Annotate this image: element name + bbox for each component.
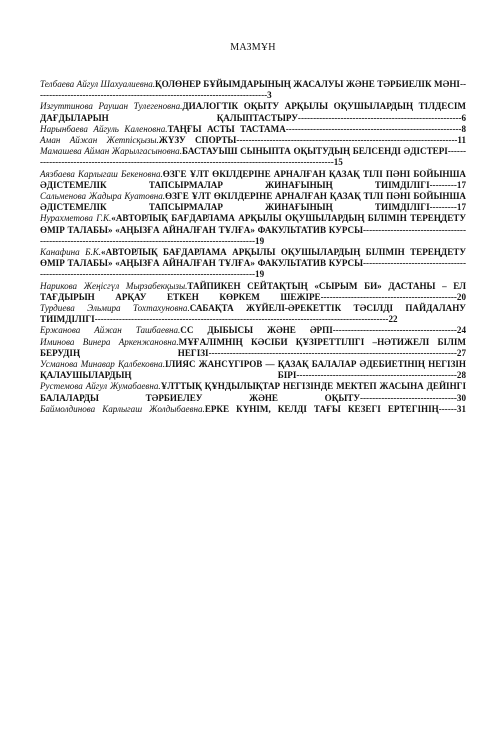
toc-entry-author: Телбаева Айгул Шахуалиевна. xyxy=(40,79,156,89)
toc-entry-author: Сальменова Жадыра Куатовна. xyxy=(40,191,166,202)
toc-entry-page: 15 xyxy=(333,157,343,168)
toc-list xyxy=(40,79,466,415)
toc-entry-leader: --------------------------------------------------------------------------------------------------------- xyxy=(40,258,466,280)
toc-entry-page: 17 xyxy=(456,202,466,213)
toc-entry-author: Аязбаева Карлыгаш Бекеновна. xyxy=(40,168,163,179)
toc-entry-title: ЖҮЗУ СПОРТЫ xyxy=(158,135,237,146)
toc-entry-leader: -------------------------------- xyxy=(360,392,457,403)
toc-entry-leader: --------------------------------------------- xyxy=(320,291,457,302)
toc-entry[interactable] xyxy=(40,281,466,303)
toc-entry-title: САБАҚТА ЖҮЙЕЛІ-ӘРЕКЕТТІК ТӘСІЛДІ ПАЙДАЛАНУ ТИІМДІЛІГІ xyxy=(40,303,466,325)
toc-entry-leader: --------- xyxy=(429,179,457,190)
toc-entry[interactable] xyxy=(40,124,466,135)
toc-entry-author: Канафина Б.К. xyxy=(40,247,102,258)
toc-entry-author: Нарынбаева Айгуль Каленовна. xyxy=(40,123,168,134)
toc-entry-page: 31 xyxy=(456,403,466,414)
toc-entry-title: ҚОЛӨНЕР БҰЙЫМДАРЫНЫҢ ЖАСАЛУЫ ЖӘНЕ ТӘРБИЕЛІК МӘНІ xyxy=(155,79,460,89)
toc-entry[interactable] xyxy=(40,303,466,325)
toc-entry[interactable] xyxy=(40,247,466,281)
toc-entry[interactable] xyxy=(40,213,466,247)
toc-entry-author: Баймолдинова Карлыгаш Жолдыбаевна. xyxy=(40,403,205,414)
toc-entry-leader: ------------------------------------------------------------------------------------------------------- xyxy=(40,146,466,168)
toc-entry-title: ӨЗГЕ ҰЛТ ӨКІЛДЕРІНЕ АРНАЛҒАН ҚАЗАҚ ТІЛІ ПӘНІ БОЙЫНША ӘДІСТЕМЕЛІК ТАПСЫРМАЛАР ЖИНАҒЫНЫҢ ТИІМДІЛІГІ xyxy=(40,191,467,213)
toc-entry-page: 17 xyxy=(456,179,466,190)
toc-entry-page: 28 xyxy=(456,370,466,381)
toc-entry-author: Нурахметова Г.К. xyxy=(40,213,112,224)
toc-entry-leader: ---------------------------------------------------------- xyxy=(285,123,462,134)
toc-entry-author: Изгуттинова Раушан Тулегеновна. xyxy=(40,101,183,112)
toc-entry[interactable] xyxy=(40,169,466,191)
toc-entry-page: 24 xyxy=(456,325,466,336)
toc-entry-title: ІЛИЯС ЖАНСҮГІРОВ — ҚАЗАҚ БАЛАЛАР ӘДЕБИЕТІНІҢ НЕГІЗІН ҚАЛАУШЫЛАРДЫҢ БІРІ xyxy=(40,359,467,381)
toc-entry-page: 20 xyxy=(456,291,466,302)
toc-entry-title: ТАЙПИКЕН СЕЙТАҚТЫҢ «СЫРЫМ БИ» ДАСТАНЫ – ЕЛ ТАҒДЫРЫН АРҚАУ ЕТКЕН КӨРКЕМ ШЕЖІРЕ xyxy=(40,280,467,302)
toc-entry-leader: ----------------------------------------- xyxy=(332,325,457,336)
toc-entry-author: Турдиева Эльмира Тохтахуновна. xyxy=(40,303,190,314)
toc-entry[interactable] xyxy=(40,359,466,381)
toc-entry-page: 3 xyxy=(267,90,272,101)
toc-entry-page: 27 xyxy=(456,347,466,358)
toc-entry[interactable] xyxy=(40,146,466,168)
toc-entry-leader: --------------------------------------------------------------------------------------------------------- xyxy=(40,224,466,246)
toc-entry-page: 6 xyxy=(461,112,466,123)
toc-entry-author: Нарикова Жеңісгүл Мырзабекқызы. xyxy=(40,280,188,291)
toc-entry-leader: --------- xyxy=(429,202,457,213)
toc-entry-leader: ------------------------------------------------------------------------- xyxy=(236,135,458,146)
toc-entry-leader: ----------------------------------------------------------------------------- xyxy=(40,79,466,101)
toc-entry[interactable] xyxy=(40,191,466,213)
toc-entry-title: БАСТАУЫШ СЫНЫПТА ОҚЫТУДЫҢ БЕЛСЕНДІ ӘДІСТЕРІ xyxy=(181,146,448,157)
toc-entry-leader: ------------------------------------------------------------------------------------------------- xyxy=(94,314,389,325)
toc-entry-author: Иминова Винера Аркенжановна. xyxy=(40,336,179,347)
toc-entry-page: 19 xyxy=(255,269,265,280)
toc-entry[interactable] xyxy=(40,404,466,415)
toc-entry-page: 30 xyxy=(456,392,466,403)
toc-entry-leader: ------------------------------------------------------ xyxy=(297,112,462,123)
toc-entry[interactable] xyxy=(40,337,466,359)
toc-entry-title: ТАҢҒЫ АСТЫ ТАСТАМА xyxy=(167,123,286,134)
toc-entry-title: «АВТОРЛЫҚ БАҒДАРЛАМА АРҚЫЛЫ ОҚУШЫЛАРДЫҢ БІЛІМІН ТЕРЕҢДЕТУ ӨМІР ТАЛАБЫ» «АҢЫЗҒА АЙНАЛҒАН ТҰЛҒА» ФАКУЛЬТАТИВ КУРСЫ xyxy=(40,247,466,269)
toc-entry-title: СС ДЫБЫСЫ ЖӘНЕ ӘРПІ xyxy=(180,325,333,336)
toc-entry-leader: ----------------------------------------------------- xyxy=(296,370,457,381)
toc-entry-page: 8 xyxy=(461,123,466,134)
toc-entry-leader: ------ xyxy=(438,403,457,414)
toc-entry[interactable] xyxy=(40,79,466,101)
toc-entry-author: Усманова Минавар Қалбековна. xyxy=(40,359,165,370)
toc-entry-title: ҰЛТТЫҚ ҚҰНДЫЛЫҚТАР НЕГІЗІНДЕ МЕКТЕП ЖАСЫНА ДЕЙІНГІ БАЛАЛАРДЫ ТӘРБИЕЛЕУ ЖӘНЕ ОҚЫТУ xyxy=(40,381,466,403)
toc-entry-page: 22 xyxy=(388,314,398,325)
toc-entry-author: Мамашева Айман Жарылгасыновна. xyxy=(40,146,182,157)
toc-entry-title: ӨЗГЕ ҰЛТ ӨКІЛДЕРІНЕ АРНАЛҒАН ҚАЗАҚ ТІЛІ ПӘНІ БОЙЫНША ӘДІСТЕМЕЛІК ТАПСЫРМАЛАР ЖИНАҒЫНЫҢ ТИІМДІЛІГІ xyxy=(40,168,467,190)
toc-entry-title: МҰҒАЛІМНІҢ КӘСІБИ ҚҰЗІРЕТТІЛІГІ –НӘТИЖЕЛІ БІЛІМ БЕРУДІҢ НЕГІЗІ xyxy=(40,336,466,358)
toc-entry[interactable] xyxy=(40,101,466,123)
toc-entry-author: Аман Айжан Жетпісқызы. xyxy=(40,135,159,146)
toc-entry[interactable] xyxy=(40,381,466,403)
toc-entry[interactable] xyxy=(40,135,466,146)
toc-entry-page: 11 xyxy=(457,135,466,146)
toc-entry-leader: ---------------------------------------------------------------------------------- xyxy=(208,347,457,358)
toc-entry-title: ДИАЛОГТІК ОҚЫТУ АРҚЫЛЫ ОҚУШЫЛАРДЫҢ ТІЛДЕСІМ ДАҒДЫЛАРЫН ҚАЛЫПТАСТЫРУ xyxy=(40,101,467,123)
toc-entry-title: «АВТОРЛЫҚ БАҒДАРЛАМА АРҚЫЛЫ ОҚУШЫЛАРДЫҢ БІЛІМІН ТЕРЕҢДЕТУ ӨМІР ТАЛАБЫ» «АҢЫЗҒА АЙНАЛҒАН ТҰЛҒА» ФАКУЛЬТАТИВ КУРСЫ xyxy=(40,213,466,235)
toc-entry[interactable] xyxy=(40,325,466,336)
toc-entry-author: Ержанова Айжан Ташбаевна. xyxy=(40,325,181,336)
page-title: МАЗМҰН xyxy=(230,42,276,53)
toc-entry-title: ЕРКЕ КҮНІМ, КЕЛДІ ТАҒЫ КЕЗЕГІ ЕРТЕГІНІҢ xyxy=(204,403,439,414)
toc-entry-page: 19 xyxy=(255,235,265,246)
toc-entry-author: Рустемова Айгул Жумабаевна. xyxy=(40,381,161,392)
